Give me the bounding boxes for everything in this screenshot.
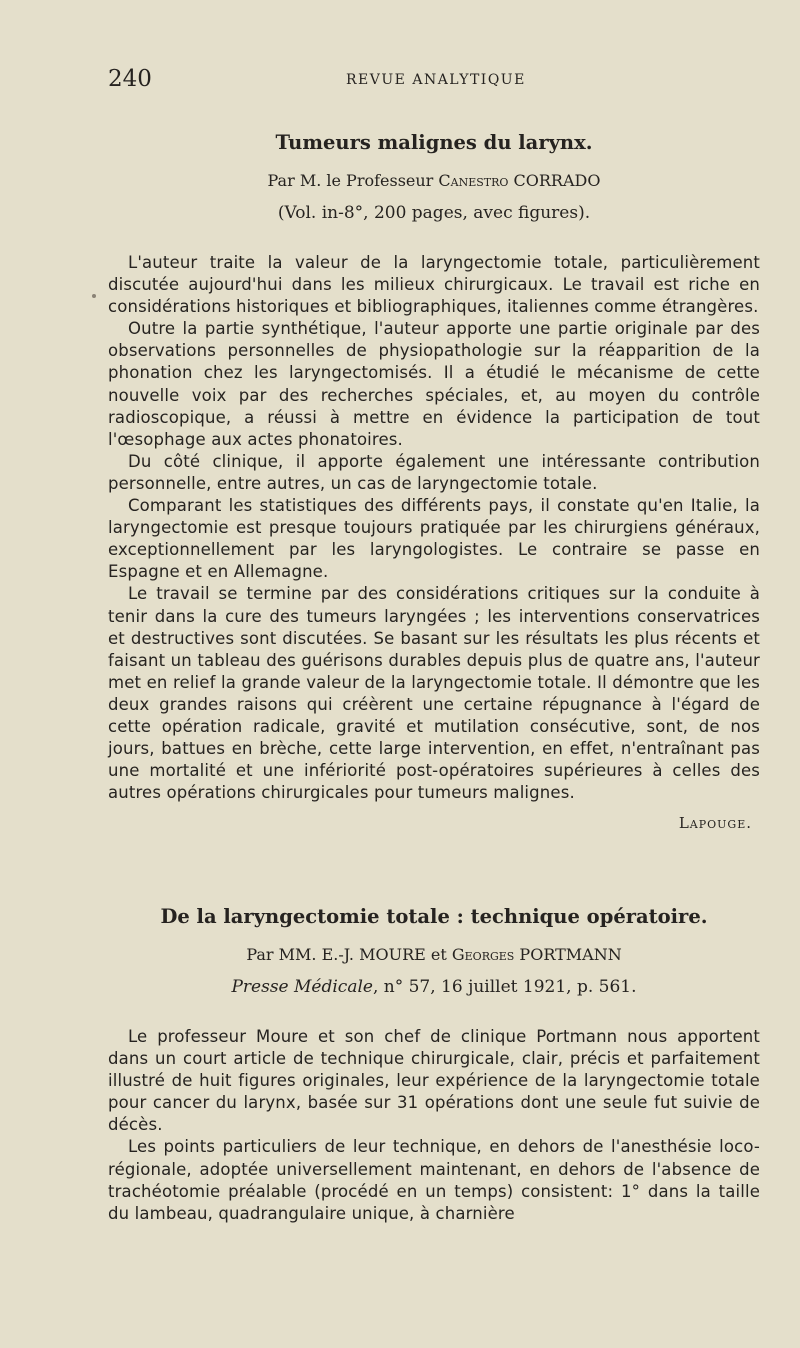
article-title: De la laryngectomie totale : technique opératoire. (160, 905, 708, 928)
body-paragraph: Du côté clinique, il apporte également une intéressante contribution personnelle, entre autres, un cas de laryngectomie totale. (108, 451, 760, 493)
article-source (108, 970, 760, 1020)
page-header (108, 66, 760, 96)
reviewer-signature: Lapouge. (678, 814, 752, 833)
article-title: Tumeurs malignes du larynx. (275, 131, 593, 154)
author-last-name: CORRADO (508, 171, 601, 190)
body-paragraph: Outre la partie synthétique, l'auteur apporte une partie originale par des observations personnelles de physiopathologie sur la réapparition de la phonation chez les laryngectomisés. Il a étudié le mécanisme de cette nouvelle voix par des recherches spéciales, et, au moyen du contrôle radioscopique, a réussi à mettre en évidence la participation de tout l'œsophage aux actes phonatoires. (108, 319, 760, 449)
page-number: 240 (108, 66, 152, 92)
body-paragraph: Comparant les statistiques des différents pays, il constate qu'en Italie, la laryngectomie est presque toujours pratiquée par les chirurgiens généraux, exceptionnellement par les laryngologistes. Le contraire se passe en Espagne et en Allemagne. (108, 496, 760, 582)
review-article-1 (108, 128, 760, 832)
article-byline (108, 940, 760, 970)
journal-name: Presse Médicale (231, 977, 373, 997)
margin-mark (92, 294, 96, 298)
article-source: (Vol. in-8°, 200 pages, avec figures). (277, 203, 591, 223)
byline-prefix: Par M. le Professeur (267, 171, 439, 190)
review-article-2 (108, 902, 760, 1225)
article-byline (108, 166, 760, 196)
author-first-name: Canestro (438, 171, 509, 190)
body-paragraph: Les points particuliers de leur technique, en dehors de l'anesthésie loco-régionale, adoptée universellement maintenant, en dehors de l'absence de trachéotomie préalable (procédé en un temps) consistent: 1° dans la taille du lambeau, quadrangulaire unique, à charnière (108, 1137, 760, 1223)
byline-prefix: Par MM. E.-J. MOURE et (246, 945, 452, 964)
running-head: REVUE ANALYTIQUE (346, 72, 526, 88)
author-last-name: PORTMANN (514, 945, 622, 964)
body-paragraph: L'auteur traite la valeur de la laryngectomie totale, particulièrement discutée aujourd'hui dans les milieux chirurgicaux. Le travail est riche en considérations historiques et bibliographiques, italiennes comme étrangères. (108, 253, 760, 317)
citation-details: , n° 57, 16 juillet 1921, p. 561. (372, 977, 637, 997)
body-paragraph: Le professeur Moure et son chef de clinique Portmann nous apportent dans un court article de technique chirurgicale, clair, précis et parfaitement illustré de huit figures originales, leur expérience de la laryngectomie totale pour cancer du larynx, basée sur 31 opérations dont une seule fut suivie de décès. (108, 1027, 760, 1135)
author-first-name: Georges (451, 945, 515, 964)
body-paragraph: Le travail se termine par des considérations critiques sur la conduite à tenir dans la cure des tumeurs laryngées ; les interventions conservatrices et destructives sont discutées. Se basant sur les résultats les plus récents et faisant un tableau des guérisons durables depuis plus de quatre ans, l'auteur met en relief la grande valeur de la laryngectomie totale. Il démontre que les deux grandes raisons qui créèrent une certaine répugnance à l'égard de cette opération radicale, gravité et mutilation consécutive, sont, de nos jours, battues en brèche, cette large intervention, en effet, n'entraînant pas une mortalité et une infériorité post-opératoires supérieures à celles des autres opérations chirurgicales pour tumeurs malignes. (108, 584, 760, 803)
